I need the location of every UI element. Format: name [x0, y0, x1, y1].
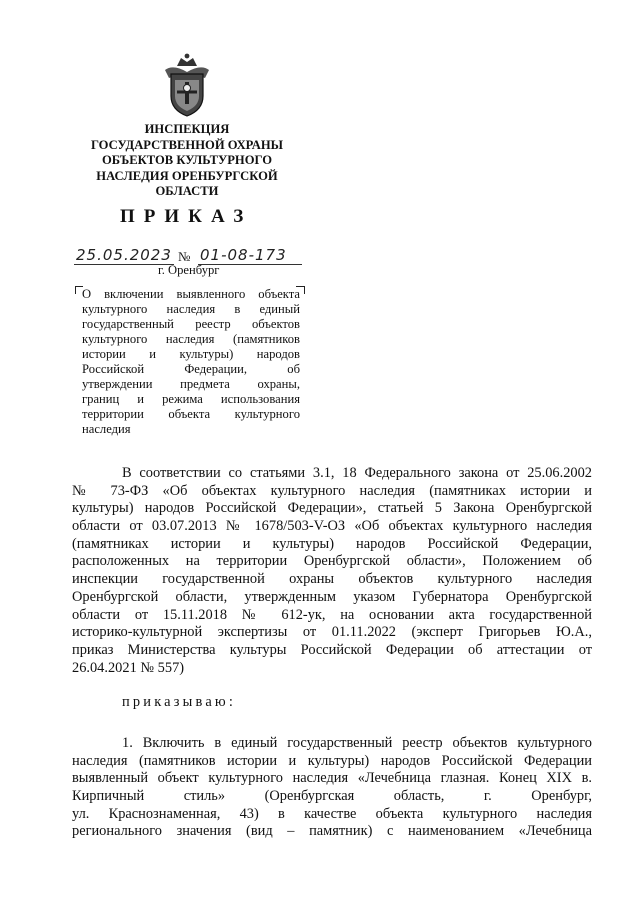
authority-line: ОБЪЕКТОВ КУЛЬТУРНОГО — [101, 153, 273, 167]
item-line: 1. Включить в единый государственный реестр объектов культурного — [122, 735, 592, 751]
handwritten-order-number: 01-08-173 — [200, 246, 287, 264]
subject-line: государственный реестр объектов — [82, 317, 300, 331]
subject-line: утверждении предмета охраны, — [82, 377, 300, 391]
order-operative-word: приказываю: — [122, 694, 237, 710]
body-line: историко-культурной экспертизы от 01.11.2022 (эксперт Григорьев Ю.А., — [72, 624, 592, 641]
subject-line: наследия — [82, 422, 131, 436]
body-line: № 73-ФЗ «Об объектах культурного наследия (памятниках истории и — [72, 482, 592, 499]
authority-line: ОБЛАСТИ — [155, 184, 219, 198]
body-line: В соответствии со статьями 3.1, 18 Федерального закона от 25.06.2002 — [122, 465, 592, 481]
body-line: 26.04.2021 № 557) — [72, 659, 185, 676]
city-of-issue: г. Оренбург — [158, 263, 220, 277]
item-line: наследия (памятников истории и культуры) народов Российской Федерации — [72, 752, 592, 769]
order-subject — [82, 287, 300, 437]
subject-line: культурного наследия в единый — [82, 302, 300, 316]
body-line: области от 15.11.2018 № 612-ук, на основании акта государственной — [72, 606, 592, 623]
body-line: расположенных на территории Оренбургской области», Положением об — [72, 553, 592, 570]
item-line: ул. Краснознаменная, 43) в качестве объекта культурного наследия — [72, 805, 592, 822]
document-type-title: ПРИКАЗ — [120, 206, 253, 227]
body-line: области от 03.07.2013 № 1678/503-V-ОЗ «Об объектах культурного наследия — [72, 518, 592, 535]
preamble-paragraph — [72, 465, 592, 677]
subject-line: территории объекта культурного — [82, 407, 300, 421]
subject-line: О включении выявленного объекта — [82, 287, 300, 301]
orenburg-coat-of-arms-icon — [163, 52, 211, 118]
item-line: регионального значения (вид – памятник) с наименованием «Лечебница — [72, 823, 592, 840]
subject-corner-mark — [75, 286, 76, 294]
body-line: культуры) народов Российской Федерации», статьей 5 Закона Оренбургской — [72, 500, 592, 517]
subject-line: границ и режима использования — [82, 392, 300, 406]
handwritten-date: 25.05.2023 — [76, 246, 172, 264]
subject-corner-mark — [304, 286, 305, 294]
subject-line: культурного наследия (памятников — [82, 332, 300, 346]
subject-line: истории и культуры) народов — [82, 347, 300, 361]
body-line: приказ Министерства культуры Российской Федерации об аттестации от — [72, 641, 592, 658]
subject-line: Российской Федерации, об — [82, 362, 300, 376]
authority-line: НАСЛЕДИЯ ОРЕНБУРГСКОЙ — [96, 168, 278, 183]
body-line: (памятниках истории и культуры) народов Российской Федерации, — [72, 535, 592, 552]
order-item-1 — [72, 735, 592, 841]
authority-line: ИНСПЕКЦИЯ — [144, 122, 230, 136]
item-line: выявленный объект культурного наследия «Лечебница глазная. Конец XIX в. — [72, 770, 592, 787]
authority-line: ГОСУДАРСТВЕННОЙ ОХРАНЫ — [90, 137, 284, 152]
issuing-authority — [70, 122, 304, 200]
body-line: Оренбургской области, утвержденным указом Губернатора Оренбургской — [72, 588, 592, 605]
number-sign: № — [178, 249, 191, 264]
item-line: Кирпичный стиль» (Оренбургская область, г. Оренбург, — [72, 788, 592, 805]
body-line: инспекции государственной охраны объектов культурного наследия — [72, 571, 592, 588]
